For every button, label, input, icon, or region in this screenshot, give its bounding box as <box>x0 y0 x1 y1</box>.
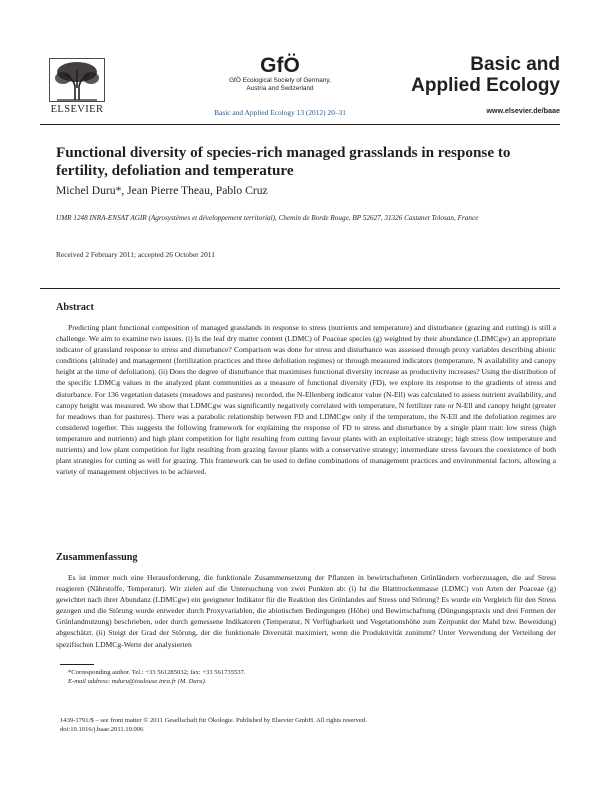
elsevier-tree-icon <box>49 58 105 102</box>
abstract-top-rule <box>40 288 560 289</box>
received-dates: Received 2 February 2011; accepted 26 October 2011 <box>56 250 215 259</box>
abstract-text: Predicting plant functional composition of managed grasslands in response to stress (nutrients and temperature) and disturbance (grazing and cutting) is still a challenge. We aim to examine two issues. (i) Is the leaf dry matter content (LDMC) of Poaceae species (g) weighted by their abundance (LDMCgw) an appropriate indicator of grassland response to stress and disturbance? Comparison was done for stress and disturbance was assessed through proxy variables describing abiotic conditions (altitude) and management (fertilization practices and three defoliation regimes) or through measured indicators (temperature, N availability and canopy height at the time of defoliation). (ii) Does the degree of disturbance that maximises functional diversity increase as productivity increases? Using the distribution of the specific LDMCg values in the analyzed plant communities as a measure of functional diversity (FD), we explore its response to the gradients of stress and disturbance. For 136 vegetation datasets (meadows and pastures) recorded, the N-Ellenberg indicator value (N-Ell) was calculated to assess nutrient availability, and canopy height was measured. We show that LDMCgw was significantly negatively correlated with temperature, N fertilizer rate or N-Ell and canopy height (greater for meadows than for pastures). There was a parabolic relationship between FD and LDMCgw only if the temperature, the N-Ell and the defoliation regimes are considered together. This suggests the following framework for explaining the response of FD to stress and disturbance by a single plant trait: low stress (high temperature and nutrients) and high plant competition for light resulting from cutting favour plants with an exploitative strategy; high stress (low temperature and nutrients) and low plant competition for light resulting from grazing favour plants with a conservative strategy; intermediate stress favours the coexistence of both plant strategies for cutting as well for grazing. This framework can be used to define combinations of management practices and environmental factors, allowing a variety of management objectives to be achieved. <box>56 323 556 477</box>
email-address-link[interactable]: E-mail address: mduru@toulouse.inra.fr (M. Duru). <box>68 678 207 686</box>
abstract-heading: Abstract <box>56 302 94 313</box>
journal-title-line-2: Applied Ecology <box>411 75 560 96</box>
journal-title <box>411 54 560 96</box>
corresponding-author-note: *Corresponding author. Tel.: +33 561285032; fax: +33 561735537. <box>68 669 246 676</box>
journal-url-link[interactable]: www.elsevier.de/baae <box>486 106 560 115</box>
copyright-line: 1439-1791/$ – see front matter © 2011 Gesellschaft für Ökologie. Published by Elsevier GmbH. All rights reserved. <box>60 717 367 724</box>
footnote <box>68 668 246 687</box>
zusammenfassung-text: Es ist immer noch eine Herausforderung, die funktionale Zusammensetzung der Pflanzen in bewirtschafteten Grünländern vorherzusagen, die auf Stress reagieren (Nährstoffe, Temperatur). Wir zielen auf die Untersuchung von zwei Punkten ab: (i) Ist die Blatttrockenmasse (LDMC) von Arten der Poaceae (g) gewichtet nach ihrer Abundanz (LDMCgw) ein geeigneter Indikator für die Reaktion des Grünlandes auf Stress und Störung? Es wurde ein Vergleich für den Stress gezogen und die Störung wurde entweder durch Proxyvariablen, die abiotischen Bedingungen (Höhe) und Bewirtschaftung (Düngungspraxis und drei Formen der Grünlandnutzung) beschrieben, oder durch gemessene Indikatoren (Temperatur, N Verfügbarkeit und Vegetationshöhe zum Zeitpunkt der Mahd bzw. Beweidung) abgeschätzt. (ii) Steigt der Grad der Störung, der die funktionale Diversität maximiert, wenn die Produktivität zunimmt? Unter Verwendung der Verteilung der spezifischen LDMCg-Werte der analysierten <box>56 573 556 649</box>
gfo-logo: GfÖ <box>260 54 300 77</box>
doi-link[interactable]: doi:10.1016/j.baae.2011.10.006 <box>60 726 144 734</box>
society-name-line-1: GfÖ Ecological Society of Germany, <box>229 77 331 84</box>
page-footer <box>60 716 367 735</box>
society-name-line-2: Austria and Switzerland <box>246 85 314 93</box>
society-logo-block <box>190 55 370 93</box>
author-list: Michel Duru*, Jean Pierre Theau, Pablo Cruz <box>56 184 268 197</box>
header-rule <box>40 124 560 125</box>
article-title: Functional diversity of species-rich managed grasslands in response to fertility, defoliation and temperature <box>56 144 511 179</box>
author-affiliation: UMR 1248 INRA-ENSAT AGIR (Agrosystèmes et développement territorial), Chemin de Borde Rouge, BP 52627, 31326 Castanet Tolosan, France <box>56 214 479 222</box>
elsevier-logo <box>40 58 114 118</box>
journal-reference-link[interactable]: Basic and Applied Ecology 13 (2012) 20–31 <box>214 108 346 117</box>
zusammenfassung-heading: Zusammenfassung <box>56 552 138 563</box>
journal-title-line-1: Basic and <box>470 54 560 75</box>
elsevier-wordmark: ELSEVIER <box>50 104 104 115</box>
footnote-rule <box>60 664 94 665</box>
